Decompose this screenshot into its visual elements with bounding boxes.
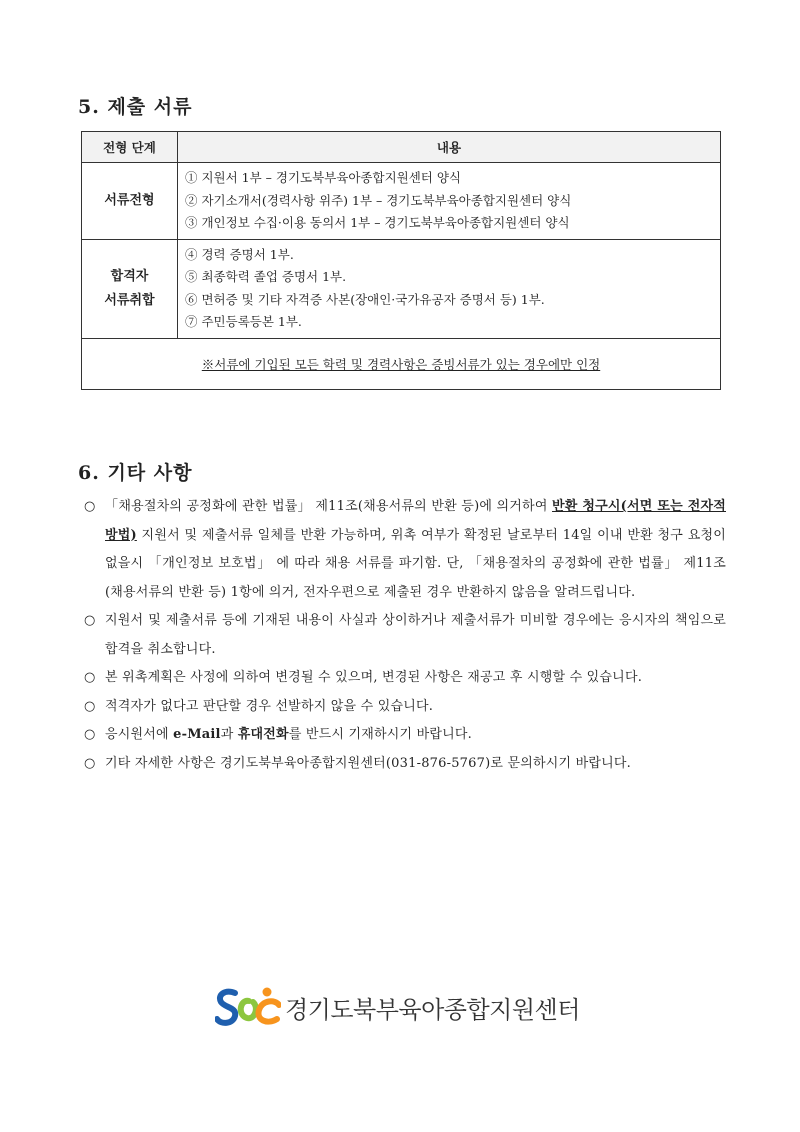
contact-info-text-cont: 과 (220, 727, 238, 742)
header-stage: 전형 단계 (82, 132, 178, 163)
table-row (82, 239, 721, 338)
documents-table (81, 131, 721, 390)
center-logo-icon (215, 985, 281, 1029)
list-item (84, 493, 726, 607)
table-header-row (82, 132, 721, 163)
footer-logo (215, 983, 635, 1031)
cancellation-text: 지원서 및 제출서류 등에 기재된 내용이 사실과 상이하거나 제출서류가 미비할 경우에는 응시자의 책임으로 합격을 취소합니다. (105, 613, 726, 657)
stage-content (178, 163, 721, 240)
phone-emphasis: 휴대전화 (237, 727, 289, 742)
circle-bullet-icon: ○ (84, 670, 96, 685)
list-item (84, 693, 726, 722)
list-item: ④ 경력 증명서 1부. (185, 246, 294, 262)
table-row (82, 163, 721, 240)
circle-bullet-icon: ○ (84, 755, 96, 771)
circle-bullet-icon: ○ (84, 613, 96, 628)
circle-bullet-icon: ○ (84, 698, 96, 714)
header-content: 내용 (178, 132, 721, 163)
no-selection-text: 적격자가 없다고 판단할 경우 선발하지 않을 수 있습니다. (105, 698, 434, 714)
stage-document-screening: 서류전형 (82, 163, 178, 240)
return-request-emphasis: 반환 청구시(서면 또는 전자적 방법) (105, 499, 726, 543)
list-item (84, 750, 726, 779)
plan-change-text: 본 위촉계획은 사정에 의하여 변경될 수 있으며, 변경된 사항은 재공고 후 시행할 수 있습니다. (105, 670, 643, 685)
other-notes-list (84, 493, 726, 778)
list-item: ⑦ 주민등록등본 1부. (185, 314, 302, 329)
stage-content (178, 239, 721, 338)
section5-title: 5. 제출 서류 (78, 96, 193, 118)
list-item (84, 607, 726, 664)
section6-title: 6. 기타 사항 (78, 462, 193, 484)
list-item: ⑤ 최종학력 졸업 증명서 1부. (185, 269, 347, 284)
stage-label-line2: 서류취합 (104, 292, 155, 308)
list-item (84, 721, 726, 750)
contact-info-text: 응시원서에 (105, 727, 174, 742)
list-item: ② 자기소개서(경력사항 위주) 1부 – 경기도북부육아종합지원센터 양식 (185, 192, 572, 208)
list-item: ⑥ 면허증 및 기타 자격증 사본(장애인·국가유공자 증명서 등) 1부. (185, 291, 545, 307)
return-policy-text-cont: 지원서 및 제출서류 일체를 반환 가능하며, 위촉 여부가 확정된 날로부터 14일 이내 반환 청구 요청이 없을시 「개인정보 보호법」 에 따라 채용 서류를 파기함. 단, 「채용절차의 공정화에 관한 법률」 제11조(채용서류의 반환 등) 1항에 의거, 전자우편으로 제출된 경우 반환하지 않음을 알려드립니다. (105, 527, 726, 600)
list-item (84, 664, 726, 693)
note-cell (82, 338, 721, 389)
inquiry-text: 기타 자세한 사항은 경기도북부육아종합지원센터(031-876-5767)로 문의하시기 바랍니다. (105, 755, 631, 771)
circle-bullet-icon: ○ (84, 727, 96, 742)
circle-bullet-icon: ○ (84, 499, 96, 514)
email-emphasis: e-Mail (173, 727, 221, 742)
stage-final-submission (82, 239, 178, 338)
list-item: ③ 개인정보 수집·이용 동의서 1부 – 경기도북부육아종합지원센터 양식 (185, 215, 570, 230)
table-note-row (82, 338, 721, 389)
stage-label-line1: 합격자 (110, 268, 149, 284)
list-item: ① 지원서 1부 – 경기도북부육아종합지원센터 양식 (185, 170, 461, 185)
return-policy-text: 「채용절차의 공정화에 관한 법률」 제11조(채용서류의 반환 등)에 의거하여 (105, 499, 553, 514)
verification-note: ※서류에 기입된 모든 학력 및 경력사항은 증빙서류가 있는 경우에만 인정 (201, 356, 601, 372)
organization-name: 경기도북부육아종합지원센터 (285, 995, 580, 1024)
contact-info-text-end: 를 반드시 기재하시기 바랍니다. (288, 727, 473, 742)
